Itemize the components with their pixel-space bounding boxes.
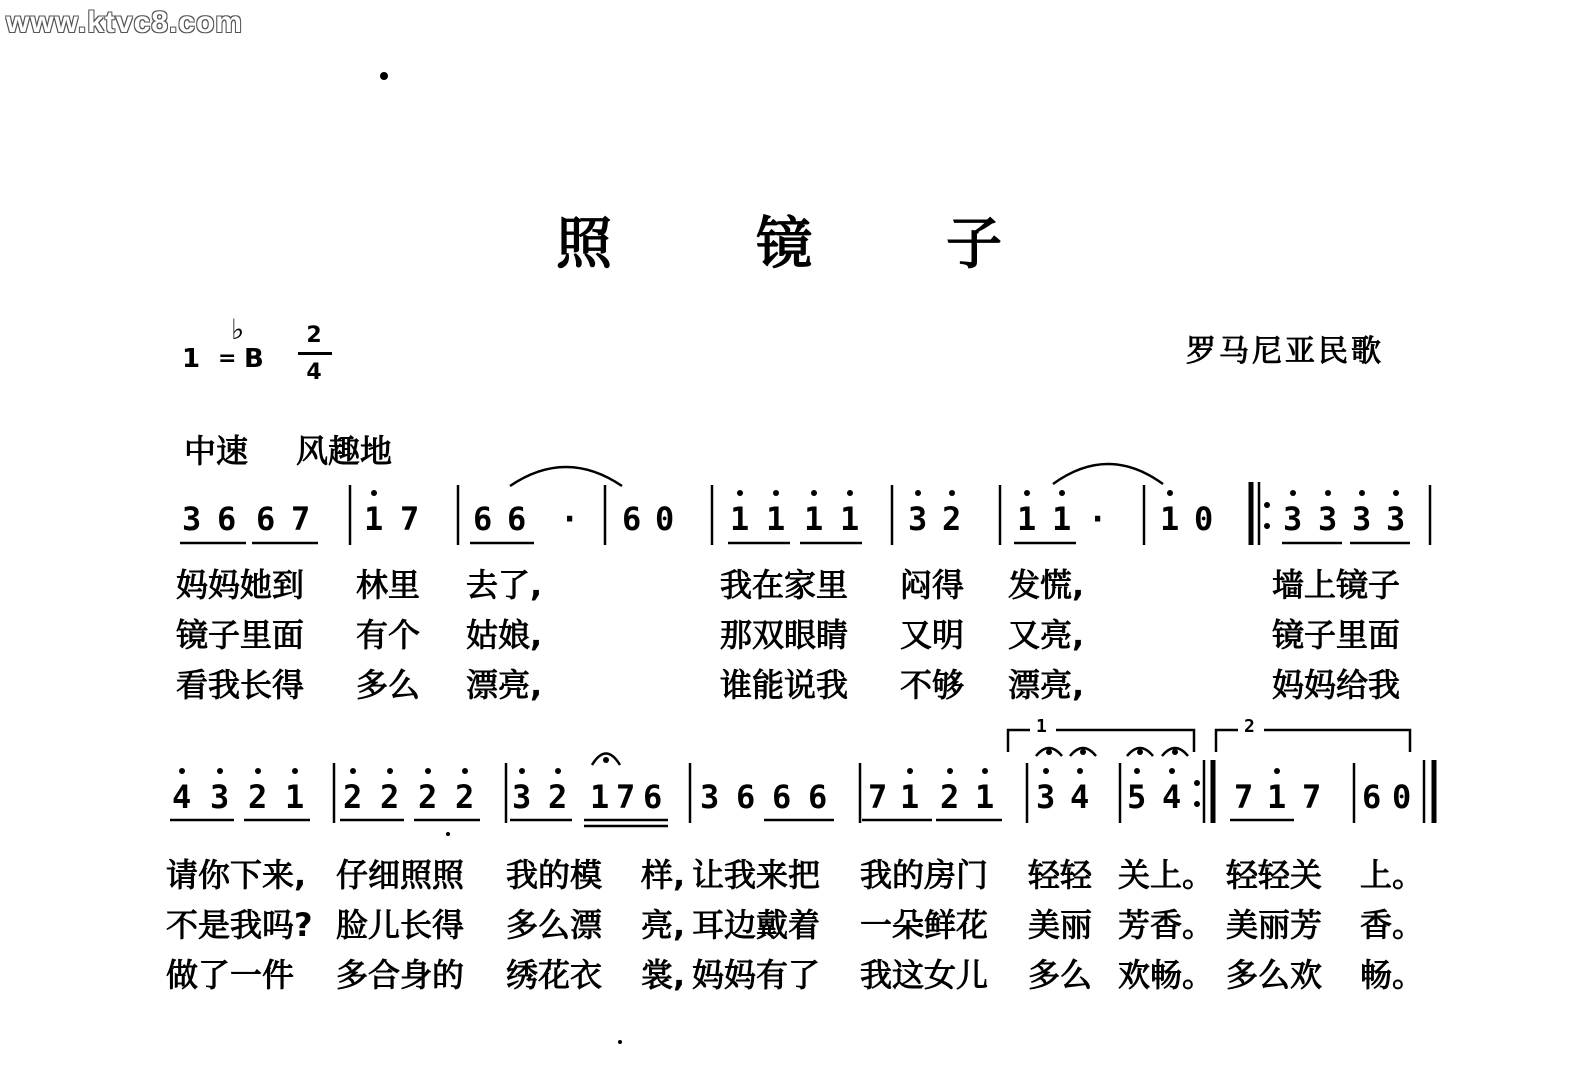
octave-dot [737,490,743,496]
lyric-verse1: 我的模 [506,856,603,894]
flat-symbol-icon: ♭ [231,313,245,346]
note-high: 1 [766,500,786,538]
title-char-2: 镜 [756,212,812,277]
lyric-verse2: 又亮, [1008,616,1085,654]
time-signature-bottom: 4 [306,360,322,385]
octave-dot [255,768,261,774]
lyric-verse2: 美丽芳 [1226,906,1323,944]
lyric-verse3: 畅。 [1360,956,1425,994]
lyric-verse2: 脸儿长得 [336,906,465,944]
tempo-style: 风趣地 [296,432,393,470]
fermata-dot [1080,749,1086,755]
lyric-verse1: 妈妈她到 [176,566,305,604]
lyric-verse3: 多么 [1028,956,1093,994]
key-signature-letter: B [244,344,264,374]
note: 7 [616,778,636,816]
note-high: 3 [1036,778,1056,816]
slur [1053,464,1163,484]
note: 6 [643,778,663,816]
octave-dot [1077,768,1083,774]
octave-dot [179,768,185,774]
note: 3 [700,778,720,816]
print-speck [380,72,388,80]
lyric-verse3: 不够 [900,666,965,704]
octave-dot [1274,768,1280,774]
note-high: 1 [1267,778,1287,816]
volta-1-bracket [1008,730,1030,752]
lyric-verse3: 绣花衣 [506,956,603,994]
note-high: 2 [455,778,475,816]
note: 6 [622,500,642,538]
octave-dot [915,490,921,496]
lyric-verse1: 我的房门 [860,856,989,894]
note-high: 1 [840,500,860,538]
octave-dot [1325,490,1331,496]
note-high: 3 [908,500,928,538]
octave-dot [1024,490,1030,496]
note-high: 3 [1352,500,1372,538]
lyric-verse3: 做了一件 [166,956,295,994]
note-high: 1 [900,778,920,816]
lyric-verse1: 仔细照照 [336,856,465,894]
lyric-verse2: 镜子里面 [176,616,305,654]
note-high: 1 [285,778,305,816]
octave-dot [1359,490,1365,496]
note-high: 3 [210,778,230,816]
note-high: 1 [975,778,995,816]
note-high: 2 [548,778,568,816]
repeat-dot [1194,780,1200,786]
note: 6 [507,500,527,538]
lyric-verse1: 请你下来, [166,856,307,894]
fermata-dot [1046,749,1052,755]
lyric-verse3: 妈妈有了 [692,956,821,994]
octave-dot [1290,490,1296,496]
lyric-verse1: 轻轻关 [1226,856,1323,894]
lyric-verse2: 耳边戴着 [692,906,821,944]
octave-dot [425,768,431,774]
octave-dot [1393,490,1399,496]
lyric-verse1: 闷得 [900,566,965,604]
octave-dot [555,768,561,774]
dot-extension: · [560,500,580,538]
lyric-verse3: 漂亮, [1008,666,1085,704]
note-high: 5 [1127,778,1147,816]
lyric-verse2: 多么漂 [506,906,603,944]
octave-dot [519,768,525,774]
octave-dot [462,768,468,774]
octave-dot [949,490,955,496]
octave-dot [350,768,356,774]
octave-dot [371,490,377,496]
volta-1-number: 1 [1036,716,1047,737]
octave-dot [811,490,817,496]
note-high: 1 [1017,500,1037,538]
lyric-verse2: 那双眼睛 [720,616,849,654]
octave-dot [907,768,913,774]
note-high: 2 [942,500,962,538]
lyric-verse2: 芳香。 [1118,906,1215,944]
time-signature-top: 2 [306,323,322,348]
note-high: 1 [804,500,824,538]
lyric-verse1: 林里 [356,566,421,604]
lyric-verse3: 多么 [356,666,421,704]
note-high: 1 [364,500,384,538]
lyric-verse3: 妈妈给我 [1272,666,1401,704]
lyric-verse3: 谁能说我 [720,666,849,704]
lyric-verse3: 多合身的 [336,956,465,994]
lyric-verse2: 镜子里面 [1272,616,1401,654]
lyric-verse3: 裳, [641,956,686,994]
note-high: 4 [1162,778,1182,816]
lyric-verse1: 样, [641,856,686,894]
octave-dot [1169,768,1175,774]
note-high: 2 [343,778,363,816]
lyric-verse3: 多么欢 [1226,956,1323,994]
lyric-verse3: 漂亮, [466,666,543,704]
note: 7 [868,778,888,816]
volta-2-bracket [1264,730,1410,752]
note-high: 2 [940,778,960,816]
lyric-verse1: 上。 [1360,856,1425,894]
note-high: 3 [1283,500,1303,538]
octave-dot [1134,768,1140,774]
lyric-verse3: 欢畅。 [1118,956,1215,994]
lyric-verse3: 我这女儿 [860,956,989,994]
key-signature-equals: = [218,346,237,371]
lyric-verse1: 我在家里 [720,566,849,604]
lyric-verse1: 轻轻 [1028,856,1093,894]
fermata-dot [603,757,609,763]
fermata-dot [1172,749,1178,755]
lyric-verse2: 美丽 [1028,906,1093,944]
note: 7 [400,500,420,538]
note: 6 [256,500,276,538]
note-high: 3 [1386,500,1406,538]
lyric-verse2: 有个 [356,616,421,654]
tempo-speed: 中速 [184,432,249,470]
note: 6 [808,778,828,816]
lyric-verse1: 墙上镜子 [1272,566,1401,604]
note-high: 3 [1318,500,1338,538]
composer-credit: 罗马尼亚民歌 [1186,334,1384,369]
lyric-verse2: 一朵鲜花 [860,906,989,944]
rest: 0 [1194,500,1214,538]
octave-dot [292,768,298,774]
note-high: 2 [248,778,268,816]
note: 6 [217,500,237,538]
print-speck [446,832,450,836]
title-char-3: 子 [946,212,1002,277]
note: 7 [1302,778,1322,816]
rest: 0 [655,500,675,538]
lyric-verse2: 香。 [1360,906,1425,944]
slur [510,467,622,486]
volta-2-number: 2 [1244,716,1255,737]
watermark: www.ktvc8.com [6,6,243,39]
lyric-verse1: 让我来把 [692,856,821,894]
note: 7 [291,500,311,538]
note: 6 [736,778,756,816]
print-speck [618,1040,622,1044]
note: 6 [1362,778,1382,816]
note-high: 3 [512,778,532,816]
note-high: 4 [1070,778,1090,816]
note-high: 1 [590,778,610,816]
lyric-verse1: 去了, [466,566,543,604]
repeat-dot [1264,502,1270,508]
volta-2-bracket [1216,730,1238,752]
lyric-verse2: 又明 [900,616,965,654]
note-high: 2 [380,778,400,816]
note: 6 [473,500,493,538]
octave-dot [1167,490,1173,496]
note: 7 [1234,778,1254,816]
repeat-dot [1194,801,1200,807]
rest: 0 [1392,778,1412,816]
note-high: 1 [730,500,750,538]
fermata-dot [1137,749,1143,755]
lyric-verse1: 发慌, [1008,566,1085,604]
octave-dot [387,768,393,774]
note-high: 2 [418,778,438,816]
lyric-verse2: 亮, [641,906,686,944]
octave-dot [1059,490,1065,496]
note-high: 4 [172,778,192,816]
lyric-verse1: 关上。 [1118,856,1215,894]
title-char-1: 照 [556,212,612,277]
note-high: 1 [1052,500,1072,538]
octave-dot [773,490,779,496]
octave-dot [847,490,853,496]
repeat-dot [1264,523,1270,529]
octave-dot [982,768,988,774]
octave-dot [947,768,953,774]
note-high: 1 [1160,500,1180,538]
key-signature-degree: 1 [182,344,201,374]
lyric-verse3: 看我长得 [176,666,305,704]
note: 6 [772,778,792,816]
lyric-verse2: 不是我吗? [166,906,313,944]
note: 3 [182,500,202,538]
lyric-verse2: 姑娘, [466,616,543,654]
octave-dot [1043,768,1049,774]
dot-extension: · [1088,500,1108,538]
octave-dot [217,768,223,774]
